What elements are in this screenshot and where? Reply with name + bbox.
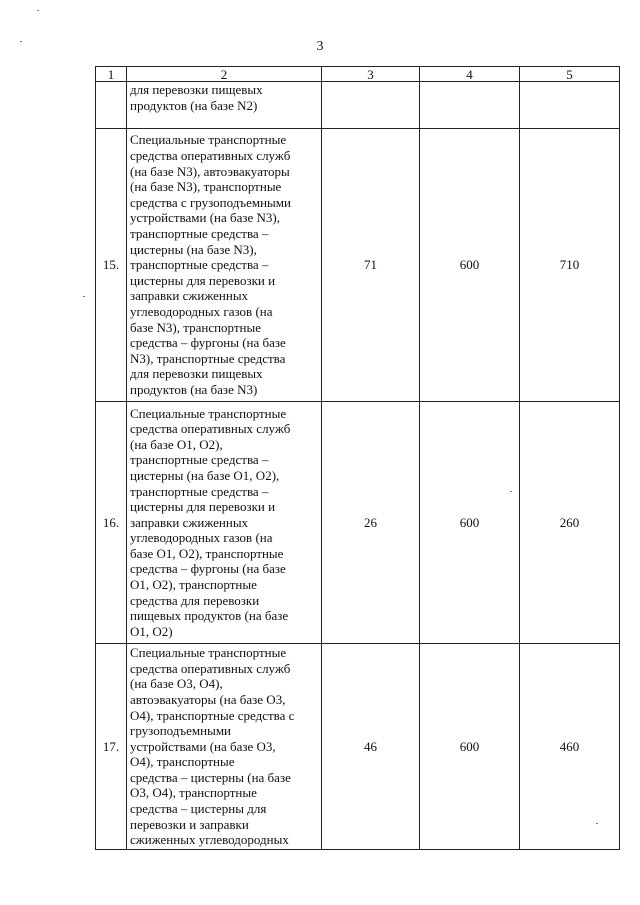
description-line: (на базе O3, O4), [130, 676, 223, 692]
description-line: средства оперативных служб [130, 421, 291, 437]
description-line: углеводородных газов (на [130, 303, 273, 319]
description-line: средства для перевозки [130, 592, 260, 608]
description-line: O4), транспортные [130, 754, 235, 770]
description-line: средства – цистерны (на базе [130, 769, 291, 785]
description-line: транспортные средства – [130, 452, 269, 468]
table-header-row [96, 67, 620, 82]
row-col-3: 71 [322, 129, 420, 402]
description-line: базе N3), транспортные [130, 319, 262, 335]
description-line: O3, O4), транспортные [130, 785, 257, 801]
row-description [127, 402, 322, 644]
row-col-4 [420, 82, 520, 129]
description-line: Специальные транспортные [130, 645, 287, 661]
row-number: 15. [96, 129, 127, 402]
header-col-3: 3 [322, 67, 420, 82]
description-line: средства оперативных служб [130, 148, 291, 164]
description-line: заправки сжиженных [130, 514, 249, 530]
description-line: Специальные транспортные [130, 132, 287, 148]
description-line: Специальные транспортные [130, 405, 287, 421]
scan-speck [20, 41, 22, 42]
row-col-3: 26 [322, 402, 420, 644]
description-line: цистерны для перевозки и [130, 499, 276, 515]
page-number: 3 [316, 39, 324, 54]
header-col-1: 1 [96, 67, 127, 82]
scan-speck [510, 491, 512, 492]
row-col-5: 710 [520, 129, 620, 402]
description-line: (на базе O1, O2), [130, 436, 223, 452]
row-col-5: 260 [520, 402, 620, 644]
description-line: (на базе N3), автоэвакуаторы [130, 163, 290, 179]
row-description [127, 82, 322, 129]
description-line: грузоподъемными [130, 723, 232, 739]
row-col-4: 600 [420, 644, 520, 850]
vehicle-table [95, 66, 620, 850]
description-line: средства с грузоподъемными [130, 194, 291, 210]
row-number: 17. [96, 644, 127, 850]
table-row [96, 129, 620, 402]
description-line: средства – фургоны (на базе [130, 335, 286, 351]
table-row [96, 402, 620, 644]
description-line: продуктов (на базе N2) [130, 97, 258, 113]
description-line: базе O1, O2), транспортные [130, 545, 284, 561]
description-line: для перевозки пищевых [130, 366, 263, 382]
row-col-4: 600 [420, 402, 520, 644]
row-col-4: 600 [420, 129, 520, 402]
row-col-5 [520, 82, 620, 129]
description-line: средства – фургоны (на базе [130, 561, 286, 577]
description-line: углеводородных газов (на [130, 530, 273, 546]
description-line: заправки сжиженных [130, 288, 249, 304]
description-line: O4), транспортные средства с [130, 707, 295, 723]
description-line: транспортные средства – [130, 257, 269, 273]
description-line: для перевозки пищевых [130, 82, 263, 97]
row-col-5: 460 [520, 644, 620, 850]
description-line: O1, O2) [130, 623, 173, 639]
description-line: O1, O2), транспортные [130, 577, 257, 593]
table-row [96, 644, 620, 850]
row-description [127, 644, 322, 850]
description-line: цистерны для перевозки и [130, 272, 276, 288]
scan-speck [83, 296, 85, 297]
row-description [127, 129, 322, 402]
description-line: N3), транспортные средства [130, 350, 286, 366]
scan-speck [596, 823, 598, 824]
description-line: транспортные средства – [130, 483, 269, 499]
description-line: цистерны (на базе O1, O2), [130, 467, 280, 483]
table-row-continuation [96, 82, 620, 129]
header-col-2: 2 [127, 67, 322, 82]
description-line: транспортные средства – [130, 226, 269, 242]
description-line: перевозки и заправки [130, 816, 249, 832]
description-line: устройствами (на базе N3), [130, 210, 281, 226]
description-line: цистерны (на базе N3), [130, 241, 257, 257]
row-col-3: 46 [322, 644, 420, 850]
description-line: (на базе N3), транспортные [130, 179, 282, 195]
row-col-3 [322, 82, 420, 129]
description-line: автоэвакуаторы (на базе O3, [130, 691, 286, 707]
description-line: сжиженных углеводородных [130, 832, 289, 848]
scan-speck [37, 10, 39, 11]
description-line: средства оперативных служб [130, 660, 291, 676]
description-line: устройствами (на базе O3, [130, 738, 276, 754]
header-col-5: 5 [520, 67, 620, 82]
row-number [96, 82, 127, 129]
row-number: 16. [96, 402, 127, 644]
description-line: продуктов (на базе N3) [130, 381, 258, 397]
header-col-4: 4 [420, 67, 520, 82]
description-line: пищевых продуктов (на базе [130, 608, 289, 624]
description-line: средства – цистерны для [130, 801, 267, 817]
